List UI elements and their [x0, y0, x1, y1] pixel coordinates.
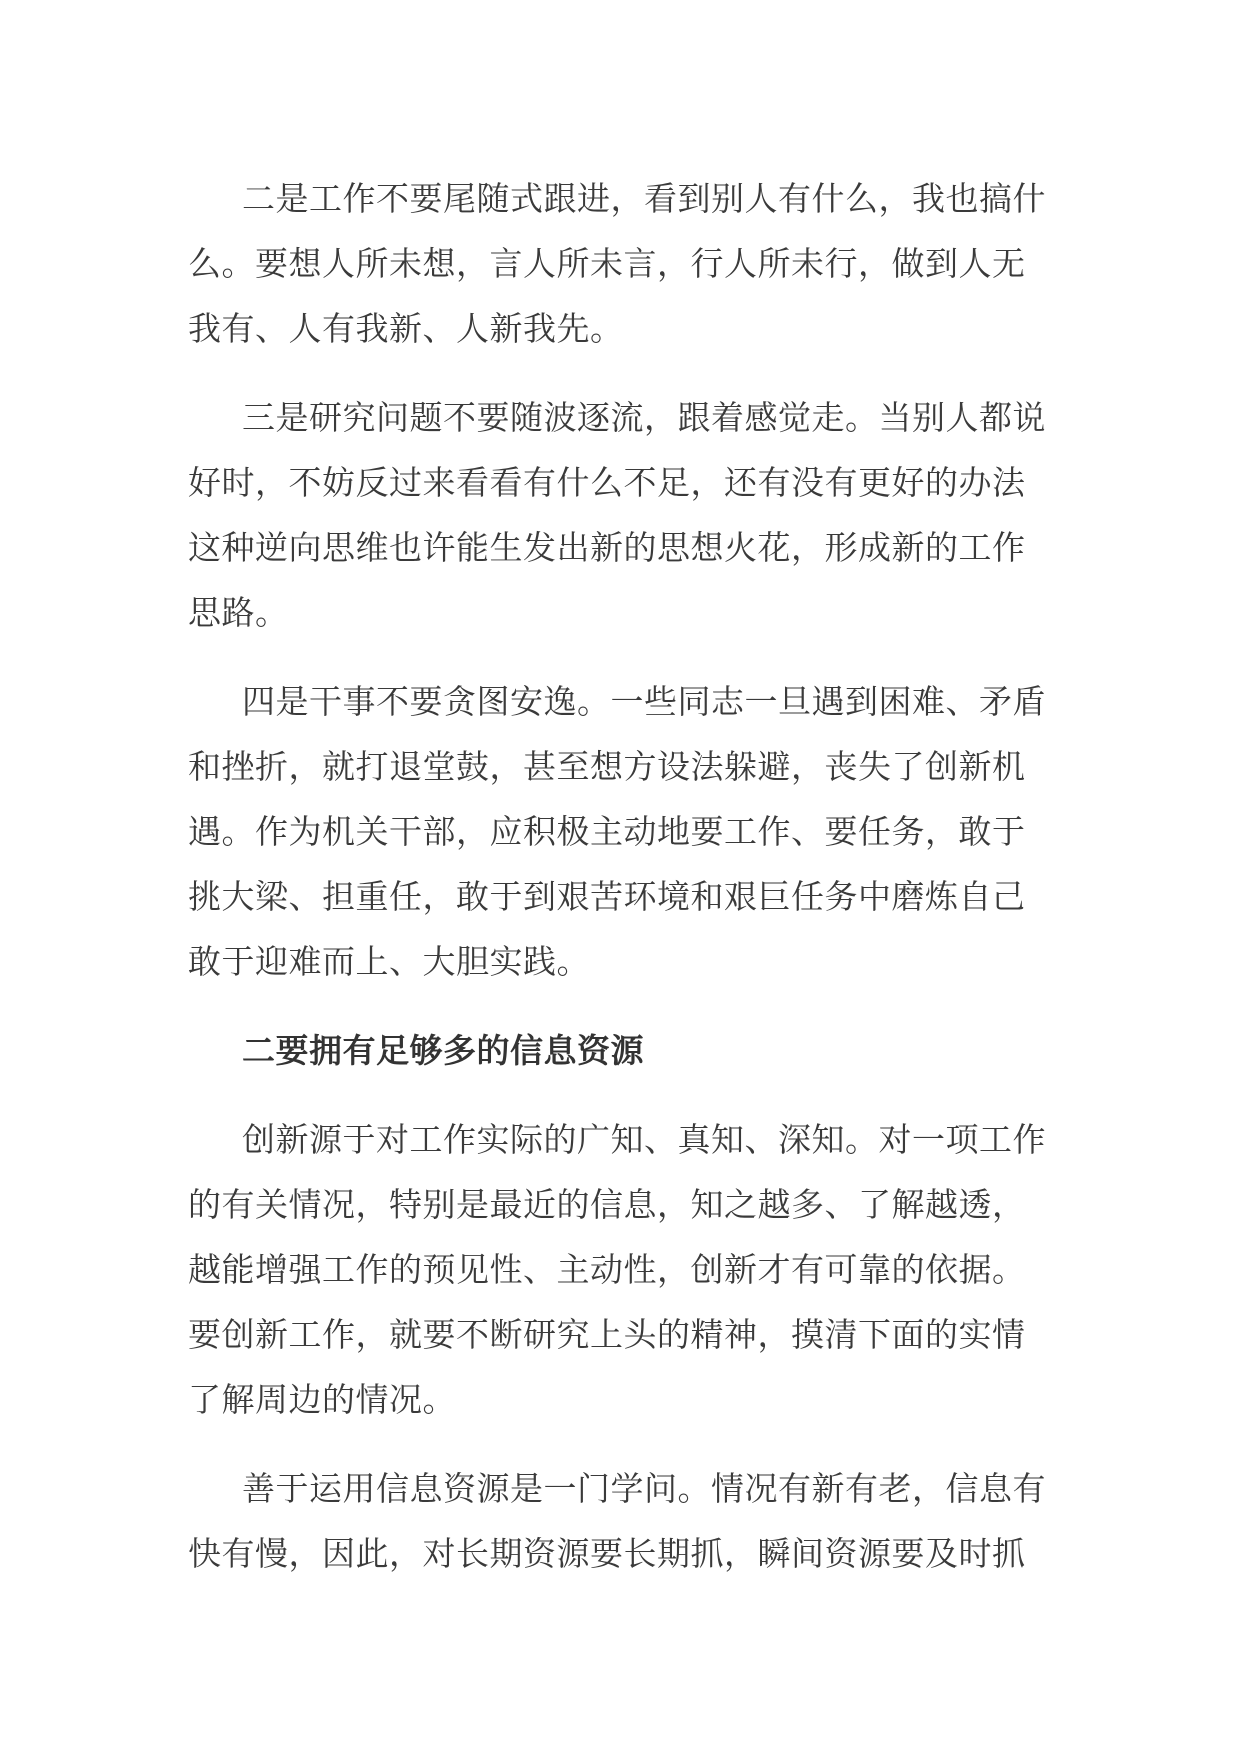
paragraph-point-two [188, 166, 1054, 361]
paragraph-line: 二是工作不要尾随式跟进，看到别人有什么，我也搞什 [242, 179, 1046, 218]
paragraph-line: 么。要想人所未想，言人所未言，行人所未行，做到人无 [188, 244, 1026, 283]
paragraph-line: 快有慢，因此，对长期资源要长期抓，瞬间资源要及时抓 [188, 1534, 1026, 1573]
paragraph-line: 挑大梁、担重任，敢于到艰苦环境和艰巨任务中磨炼自己 [188, 877, 1026, 916]
document-body [188, 166, 1054, 1610]
paragraph-line: 好时，不妨反过来看看有什么不足，还有没有更好的办法 [188, 463, 1026, 502]
heading-line: 二要拥有足够多的信息资源 [242, 1031, 644, 1070]
paragraph-line: 了解周边的情况。 [188, 1380, 456, 1419]
paragraph-line: 三是研究问题不要随波逐流，跟着感觉走。当别人都说 [242, 398, 1046, 437]
paragraph-line: 我有、人有我新、人新我先。 [188, 309, 624, 348]
paragraph-line: 这种逆向思维也许能生发出新的思想火花，形成新的工作 [188, 528, 1026, 567]
paragraph-point-four [188, 669, 1054, 994]
paragraph-using-information [188, 1456, 1054, 1586]
paragraph-line: 和挫折，就打退堂鼓，甚至想方设法躲避，丧失了创新机 [188, 747, 1026, 786]
paragraph-line: 创新源于对工作实际的广知、真知、深知。对一项工作 [242, 1120, 1046, 1159]
paragraph-line: 的有关情况，特别是最近的信息，知之越多、了解越透， [188, 1185, 1026, 1224]
paragraph-line: 要创新工作，就要不断研究上头的精神，摸清下面的实情 [188, 1315, 1026, 1354]
paragraph-line: 越能增强工作的预见性、主动性，创新才有可靠的依据。 [188, 1250, 1026, 1289]
paragraph-line: 遇。作为机关干部，应积极主动地要工作、要任务，敢于 [188, 812, 1026, 851]
section-heading [188, 1018, 1054, 1083]
paragraph-line: 四是干事不要贪图安逸。一些同志一旦遇到困难、矛盾 [242, 682, 1046, 721]
paragraph-point-three [188, 385, 1054, 645]
paragraph-line: 敢于迎难而上、大胆实践。 [188, 942, 590, 981]
paragraph-line: 思路。 [188, 593, 289, 632]
paragraph-line: 善于运用信息资源是一门学问。情况有新有老，信息有 [242, 1469, 1046, 1508]
paragraph-information-sources [188, 1107, 1054, 1432]
